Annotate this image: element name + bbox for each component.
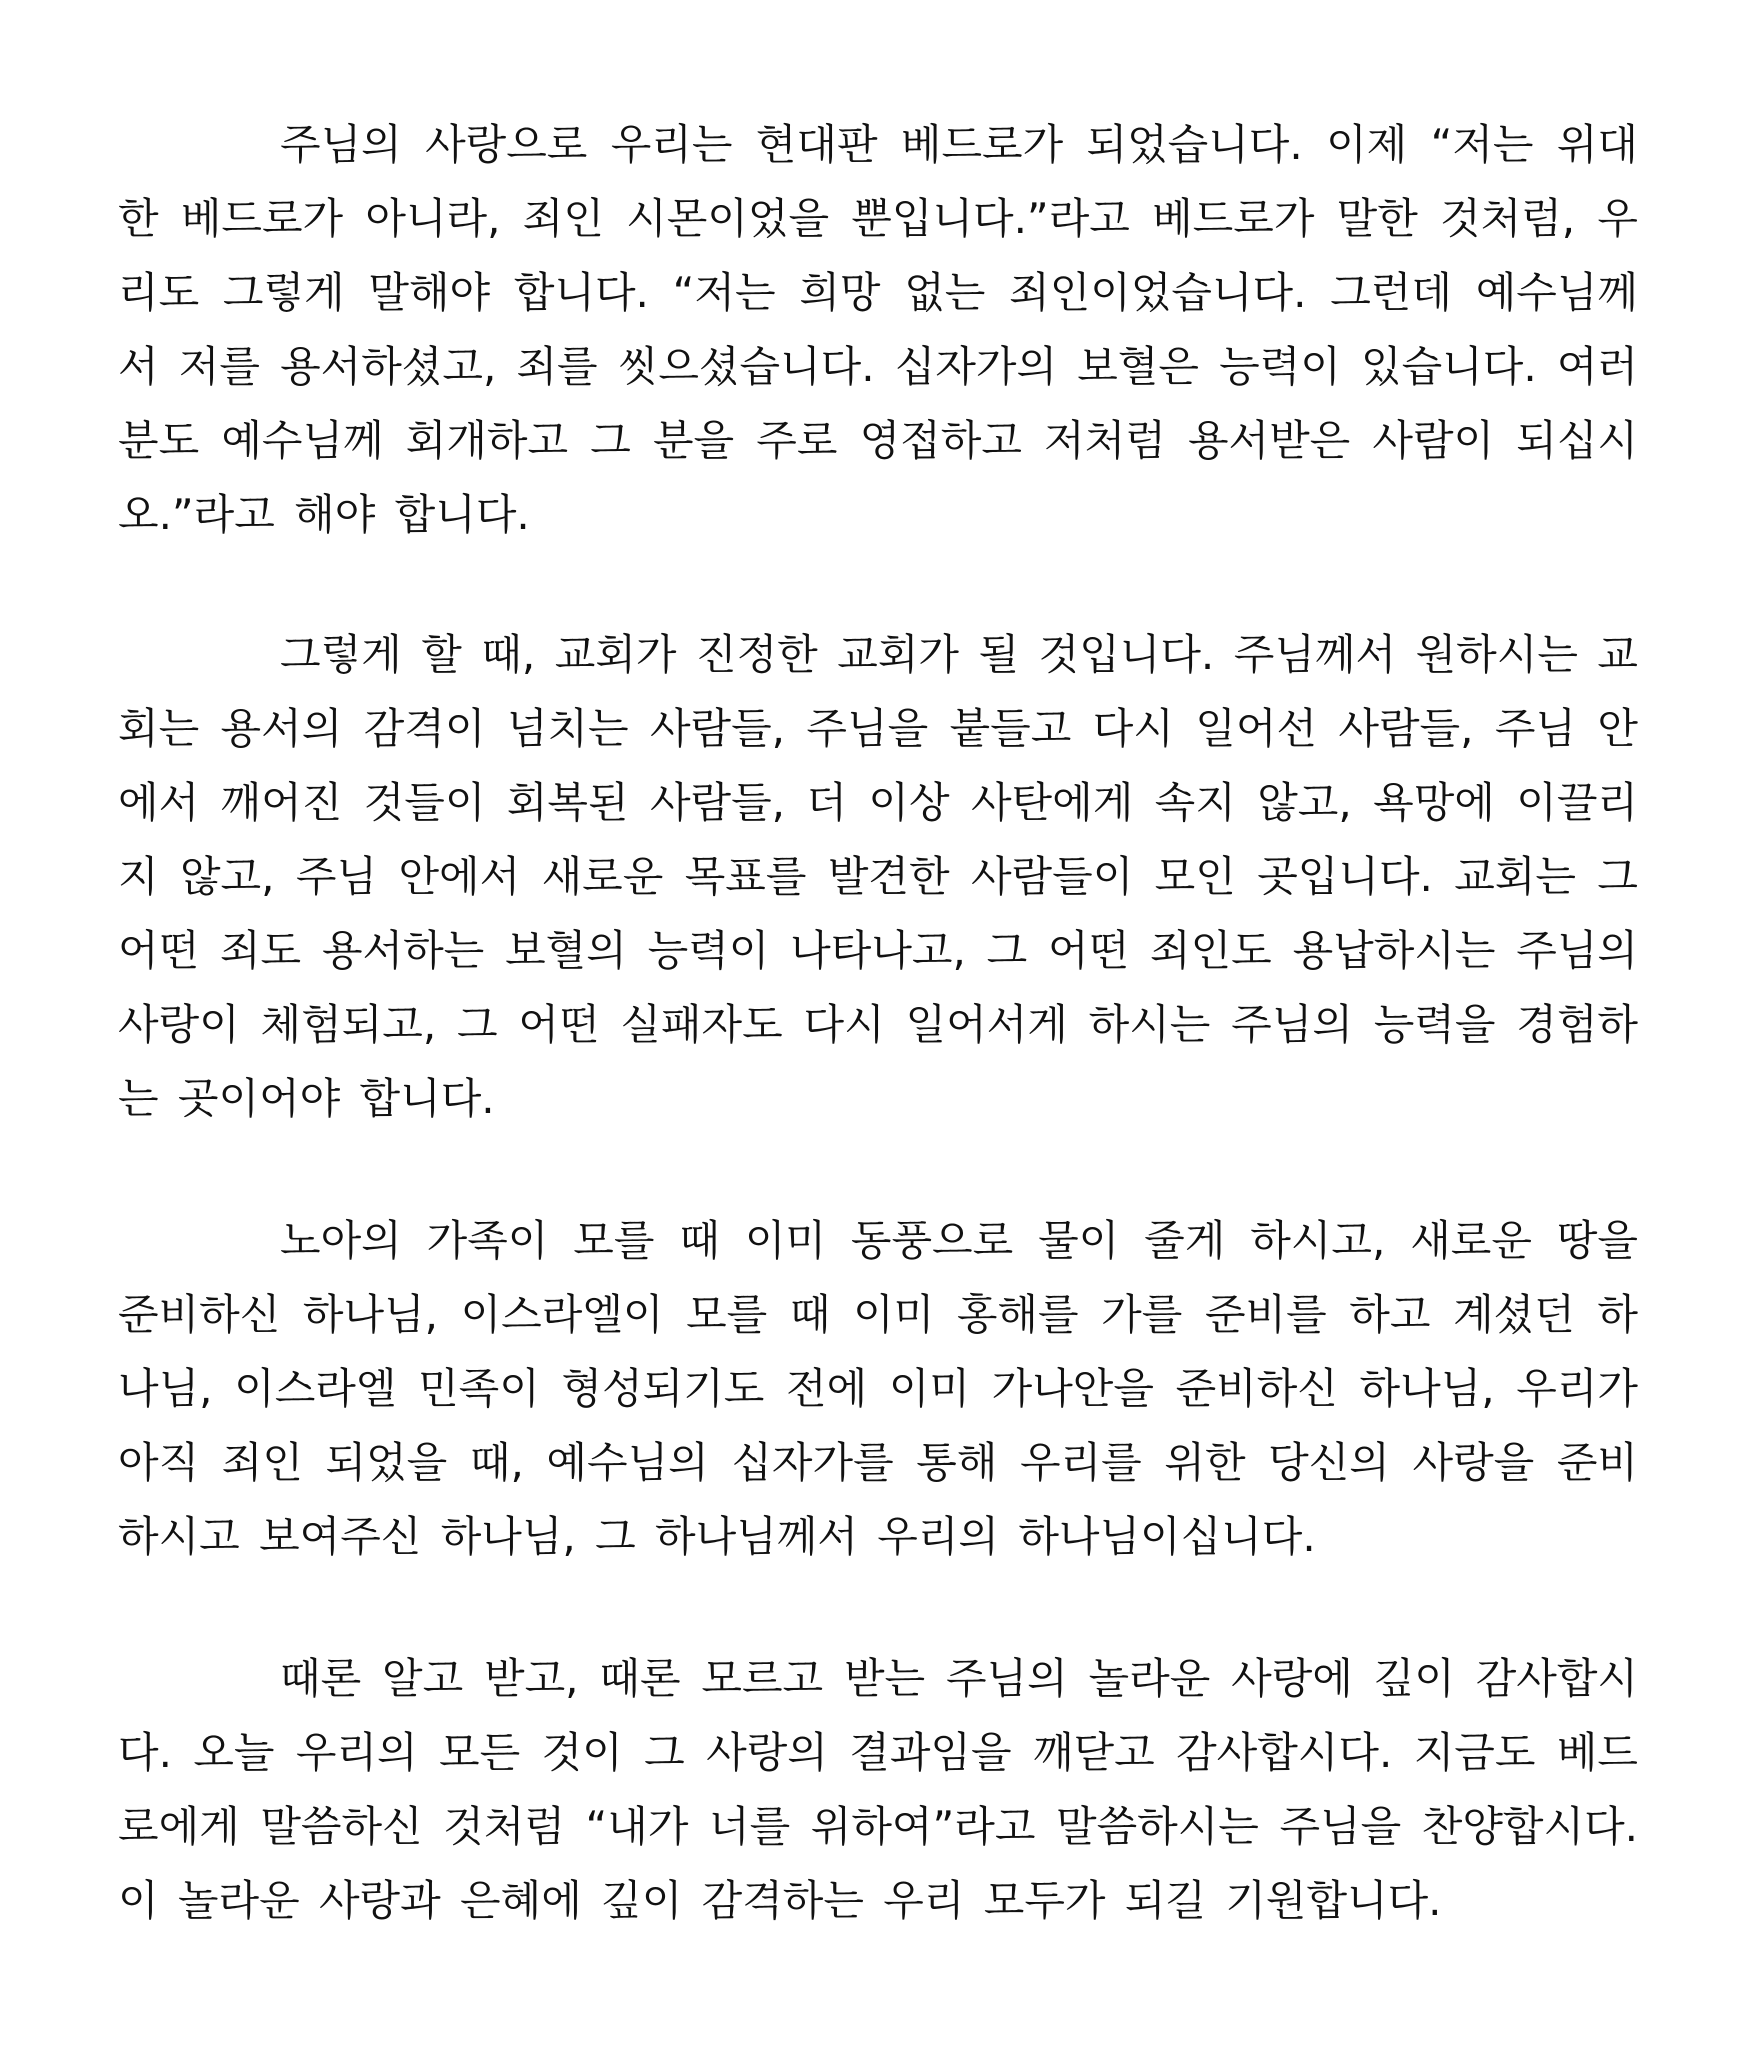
paragraph-2: 그렇게 할 때, 교회가 진정한 교회가 될 것입니다. 주님께서 원하시는 교회는 용서의 감격이 넘치는 사람들, 주님을 붙들고 다시 일어선 사람들, 주님 안에서 깨어진 것들이 회복된 사람들, 더 이상 사탄에게 속지 않고, 욕망에 이끌리지 않고, 주님 안에서 새로운 목표를 발견한 사람들이 모인 곳입니다. 교회는 그 어떤 죄도 용서하는 보혈의 능력이 나타나고, 그 어떤 죄인도 용납하시는 주님의 사랑이 체험되고, 그 어떤 실패자도 다시 일어서게 하시는 주님의 능력을 경험하는 곳이어야 합니다. xyxy=(118,630,1638,1123)
paragraph-3-container xyxy=(118,1204,1638,1574)
paragraph-4-container xyxy=(118,1642,1638,1938)
paragraph-4: 때론 알고 받고, 때론 모르고 받는 주님의 놀라운 사랑에 깊이 감사합시다. 오늘 우리의 모든 것이 그 사랑의 결과임을 깨닫고 감사합시다. 지금도 베드로에게 말씀하신 것처럼 “내가 너를 위하여”라고 말씀하시는 주님을 찬양합시다. 이 놀라운 사랑과 은혜에 깊이 감격하는 우리 모두가 되길 기원합니다. xyxy=(118,1654,1638,1925)
paragraph-1-container xyxy=(118,108,1638,552)
paragraph-3: 노아의 가족이 모를 때 이미 동풍으로 물이 줄게 하시고, 새로운 땅을 준비하신 하나님, 이스라엘이 모를 때 이미 홍해를 가를 준비를 하고 계셨던 하나님, 이스라엘 민족이 형성되기도 전에 이미 가나안을 준비하신 하나님, 우리가 아직 죄인 되었을 때, 예수님의 십자가를 통해 우리를 위한 당신의 사랑을 준비하시고 보여주신 하나님, 그 하나님께서 우리의 하나님이십니다. xyxy=(118,1216,1638,1561)
paragraph-2-container xyxy=(118,618,1638,1136)
paragraph-1: 주님의 사랑으로 우리는 현대판 베드로가 되었습니다. 이제 “저는 위대한 베드로가 아니라, 죄인 시몬이었을 뿐입니다.”라고 베드로가 말한 것처럼, 우리도 그렇게 말해야 합니다. “저는 희망 없는 죄인이었습니다. 그런데 예수님께서 저를 용서하셨고, 죄를 씻으셨습니다. 십자가의 보혈은 능력이 있습니다. 여러분도 예수님께 회개하고 그 분을 주로 영접하고 저처럼 용서받은 사람이 되십시오.”라고 해야 합니다. xyxy=(118,120,1638,539)
